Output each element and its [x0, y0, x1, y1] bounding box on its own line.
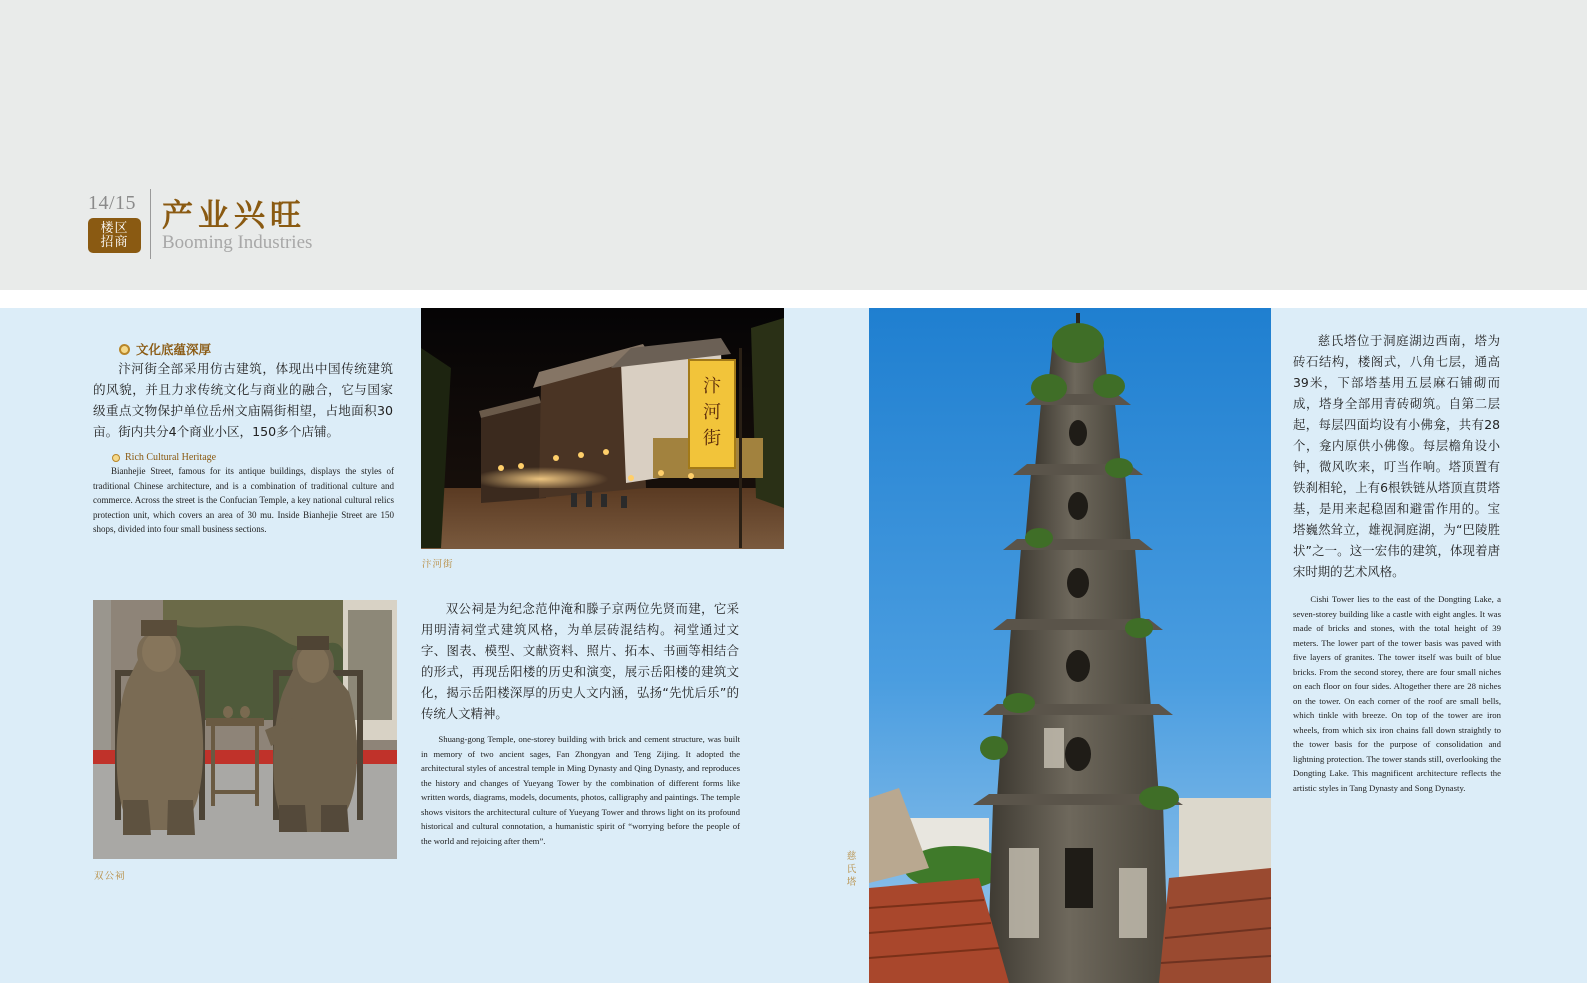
section-heading-en-text: Rich Cultural Heritage	[125, 452, 217, 463]
section-heading-en	[112, 452, 216, 463]
page-title-en: Booming Industries	[162, 232, 313, 253]
tower-body-cn: 慈氏塔位于洞庭湖边西南，塔为砖石结构，楼阁式，八角七层，通高39米，下部塔基用五层麻石铺砌而成，塔身全部用青砖砌筑。自第二层起，每层四面均设有小佛龛，共有28个，龛内原供小佛像。每层檐角设小钟，微风吹来，叮当作响。塔顶置有铁刹相轮，上有6根铁链从塔顶直贯塔基，是用来起稳固和避雷作用的。宝塔巍然耸立，雄视洞庭湖，为“巴陵胜状”之一。这一宏伟的建筑，体现着唐宋时期的艺术风格。	[1293, 333, 1500, 579]
tower-caption-char: 慈	[846, 851, 858, 862]
bullet-icon	[119, 344, 130, 355]
temple-statues-photo	[93, 600, 397, 859]
tower-caption-char: 氏	[846, 864, 858, 875]
temple-photo-caption: 双公祠	[94, 871, 126, 882]
temple-body-en: Shuang-gong Temple, one-storey building with brick and cement structure, was built in memory of two ancient sages, Fan Zhongyan and Teng Zijing. It adopted the architectural styles of ancestral temple in Ming Dynasty and Qing Dynasty, and reproduces the history and changes of Yueyang Tower by the combination of different forms like written words, diagrams, models, documents, photos, calligraphy and paintings. The temple shows visitors the architectural culture of Yueyang Tower and throws light on its profound historical and cultural connotation, a humanistic spirit of “worrying before the people of the world and rejoicing after them”.	[421, 734, 740, 846]
street-body-cn: 汴河街全部采用仿古建筑，体现出中国传统建筑的风貌，并且力求传统文化与商业的融合，它与国家级重点文物保护单位岳州文庙隔街相望，占地面积30亩。街内共分4个商业小区，150多个店铺。	[93, 361, 393, 439]
street-sign-char: 汴	[703, 376, 721, 397]
tower-caption-char: 塔	[846, 877, 858, 888]
street-sign-char: 河	[703, 402, 721, 423]
tower-body-en: Cishi Tower lies to the east of the Dongting Lake, a seven-storey building like a castle with eight angles. It was made of bricks and stones, with the total height of 39 meters. The lower part of the tower basis was paved with five layers of granites. The tower itself was built of blue bricks. From the second storey, there are four small niches on each floor on four sides. Altogether there are 28 niches on the tower. On each corner of the roof are small bells, which tinkle with breeze. On top of the tower are iron wheels, from which six iron chains fall down straightly to the tower basis for the purpose of consolidation and lightning protection. The tower stands still, overlooking the Dongting Lake. This magnificent architecture reflects the artistic styles in Tang Dynasty and Song Dynasty.	[1293, 594, 1501, 793]
section-heading-cn-text: 文化底蕴深厚	[136, 342, 212, 357]
street-body-en: Bianhejie Street, famous for its antique buildings, displays the styles of traditional Chinese architecture, and is a combination of traditional culture and commerce. Across the street is the Confucian Temple, a key national cultural relics protection unit, which covers an area of 30 mu. Inside Bianhejie Street are 150 shops, divided into four small business sections.	[93, 466, 394, 535]
section-heading-cn	[119, 340, 211, 358]
section-badge	[88, 218, 141, 253]
tower-photo-caption	[846, 850, 858, 889]
street-sign-char: 街	[703, 428, 721, 449]
street-photo-caption: 汴河街	[422, 559, 454, 570]
cishi-tower-photo	[869, 308, 1271, 983]
street-night-photo	[421, 308, 784, 549]
temple-body-cn: 双公祠是为纪念范仲淹和滕子京两位先贤而建，它采用明清祠堂式建筑风格，为单层砖混结构。祠堂通过文字、图表、模型、文献资料、照片、拓本、书画等相结合的形式，再现岳阳楼的历史和演变，展示岳阳楼的建筑文化，揭示岳阳楼深厚的历史人文内涵，弘扬“先忧后乐”的传统人文精神。	[421, 601, 739, 721]
badge-line-2: 招商	[100, 235, 129, 250]
bullet-icon	[112, 454, 120, 462]
page-title-cn: 产业兴旺	[162, 198, 306, 234]
page-number: 14/15	[88, 192, 137, 214]
header-divider	[150, 189, 151, 259]
badge-line-1: 楼区	[100, 221, 129, 236]
